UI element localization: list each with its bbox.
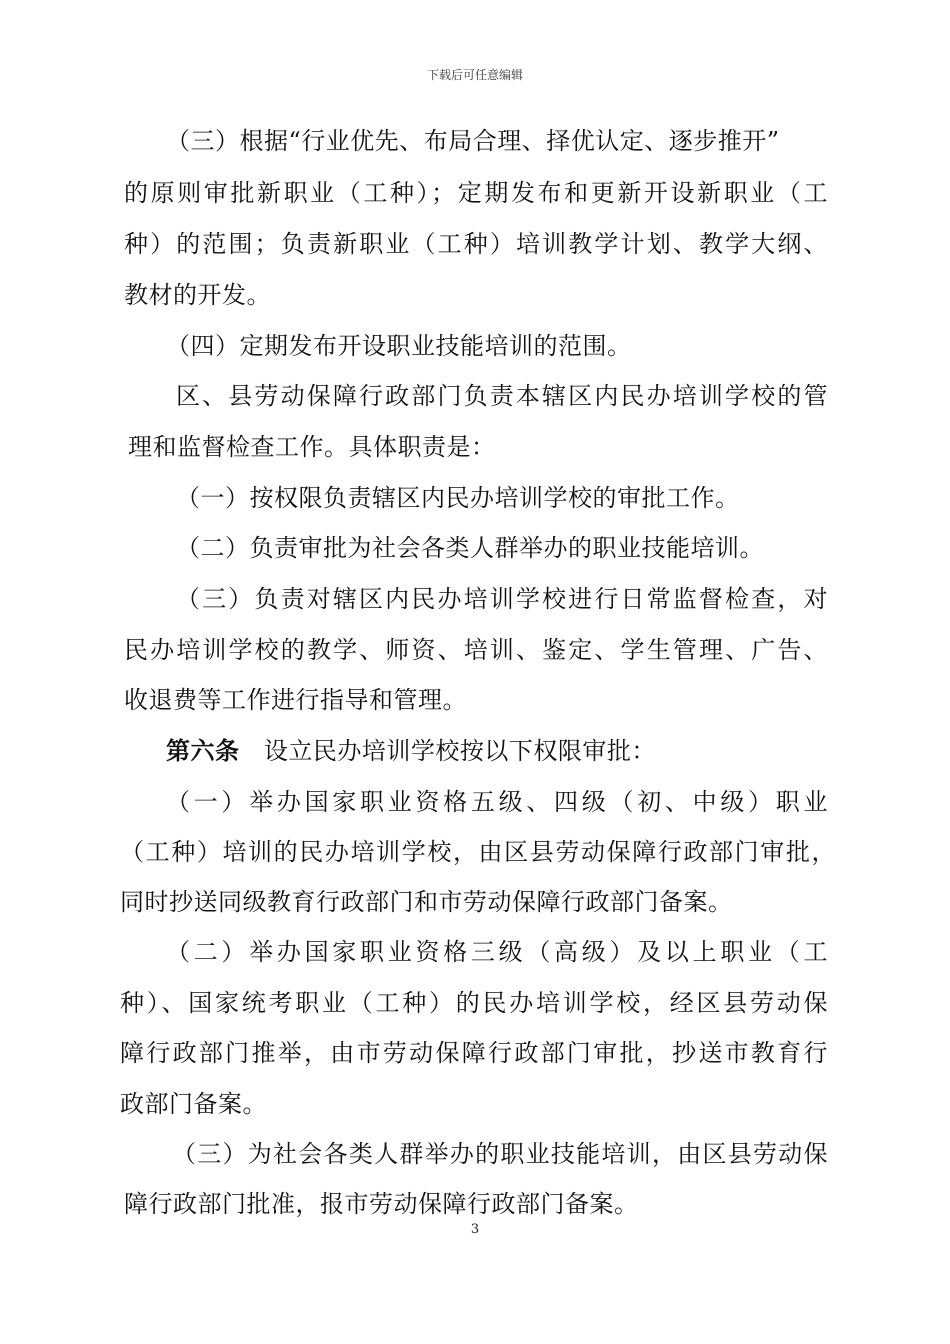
- paragraph-line: （三）根据“行业优先、布局合理、择优认定、逐步推开”: [166, 127, 780, 155]
- paragraph-line: 种）、国家统考职业（工种）的民办培训学校，经区县劳动保: [120, 989, 828, 1017]
- paragraph-line: 同时抄送同级教育行政部门和市劳动保障行政部门备案。: [120, 888, 733, 916]
- paragraph-line: 政部门备案。: [120, 1090, 267, 1118]
- article-six-text: 设立民办培训学校按以下权限审批：: [263, 737, 656, 765]
- paragraph-line: 民办培训学校的教学、师资、培训、鉴定、学生管理、广告、: [124, 636, 828, 664]
- paragraph-line: 教材的开发。: [124, 281, 271, 309]
- paragraph-line: （二）举办国家职业资格三级（高级）及以上职业（工: [166, 938, 828, 966]
- paragraph-line: 的原则审批新职业（工种）；定期发布和更新开设新职业（工: [124, 179, 828, 207]
- paragraph-line: （二）负责审批为社会各类人群举办的职业技能培训。: [176, 534, 764, 562]
- paragraph-line: （工种）培训的民办培训学校，由区县劳动保障行政部门审批，: [120, 838, 836, 866]
- paragraph-line: 障行政部门批准，报市劳动保障行政部门备案。: [124, 1190, 639, 1218]
- paragraph-line: （三）负责对辖区内民办培训学校进行日常监督检查，对: [176, 585, 828, 613]
- paragraph-line: 收退费等工作进行指导和管理。: [124, 686, 467, 714]
- paragraph-line: 障行政部门推举，由市劳动保障行政部门审批，抄送市教育行: [120, 1039, 828, 1067]
- article-six-line: [166, 736, 656, 766]
- paragraph-line: （四）定期发布开设职业技能培训的范围。: [166, 332, 632, 360]
- paragraph-line: （三）为社会各类人群举办的职业技能培训，由区县劳动保: [172, 1140, 828, 1168]
- paragraph-line: 种）的范围；负责新职业（工种）培训教学计划、教学大纲、: [124, 230, 828, 258]
- paragraph-line: 理和监督检查工作。具体职责是：: [128, 433, 496, 461]
- paragraph-line: （一）按权限负责辖区内民办培训学校的审批工作。: [176, 484, 740, 512]
- paragraph-line: 区、县劳动保障行政部门负责本辖区内民办培训学校的管: [176, 382, 828, 410]
- paragraph-line: （一）举办国家职业资格五级、四级（初、中级）职业: [166, 788, 828, 816]
- page-number: 3: [470, 1222, 480, 1237]
- article-six-label: 第六条: [166, 736, 240, 765]
- page-header: 下载后可任意编辑: [426, 68, 523, 82]
